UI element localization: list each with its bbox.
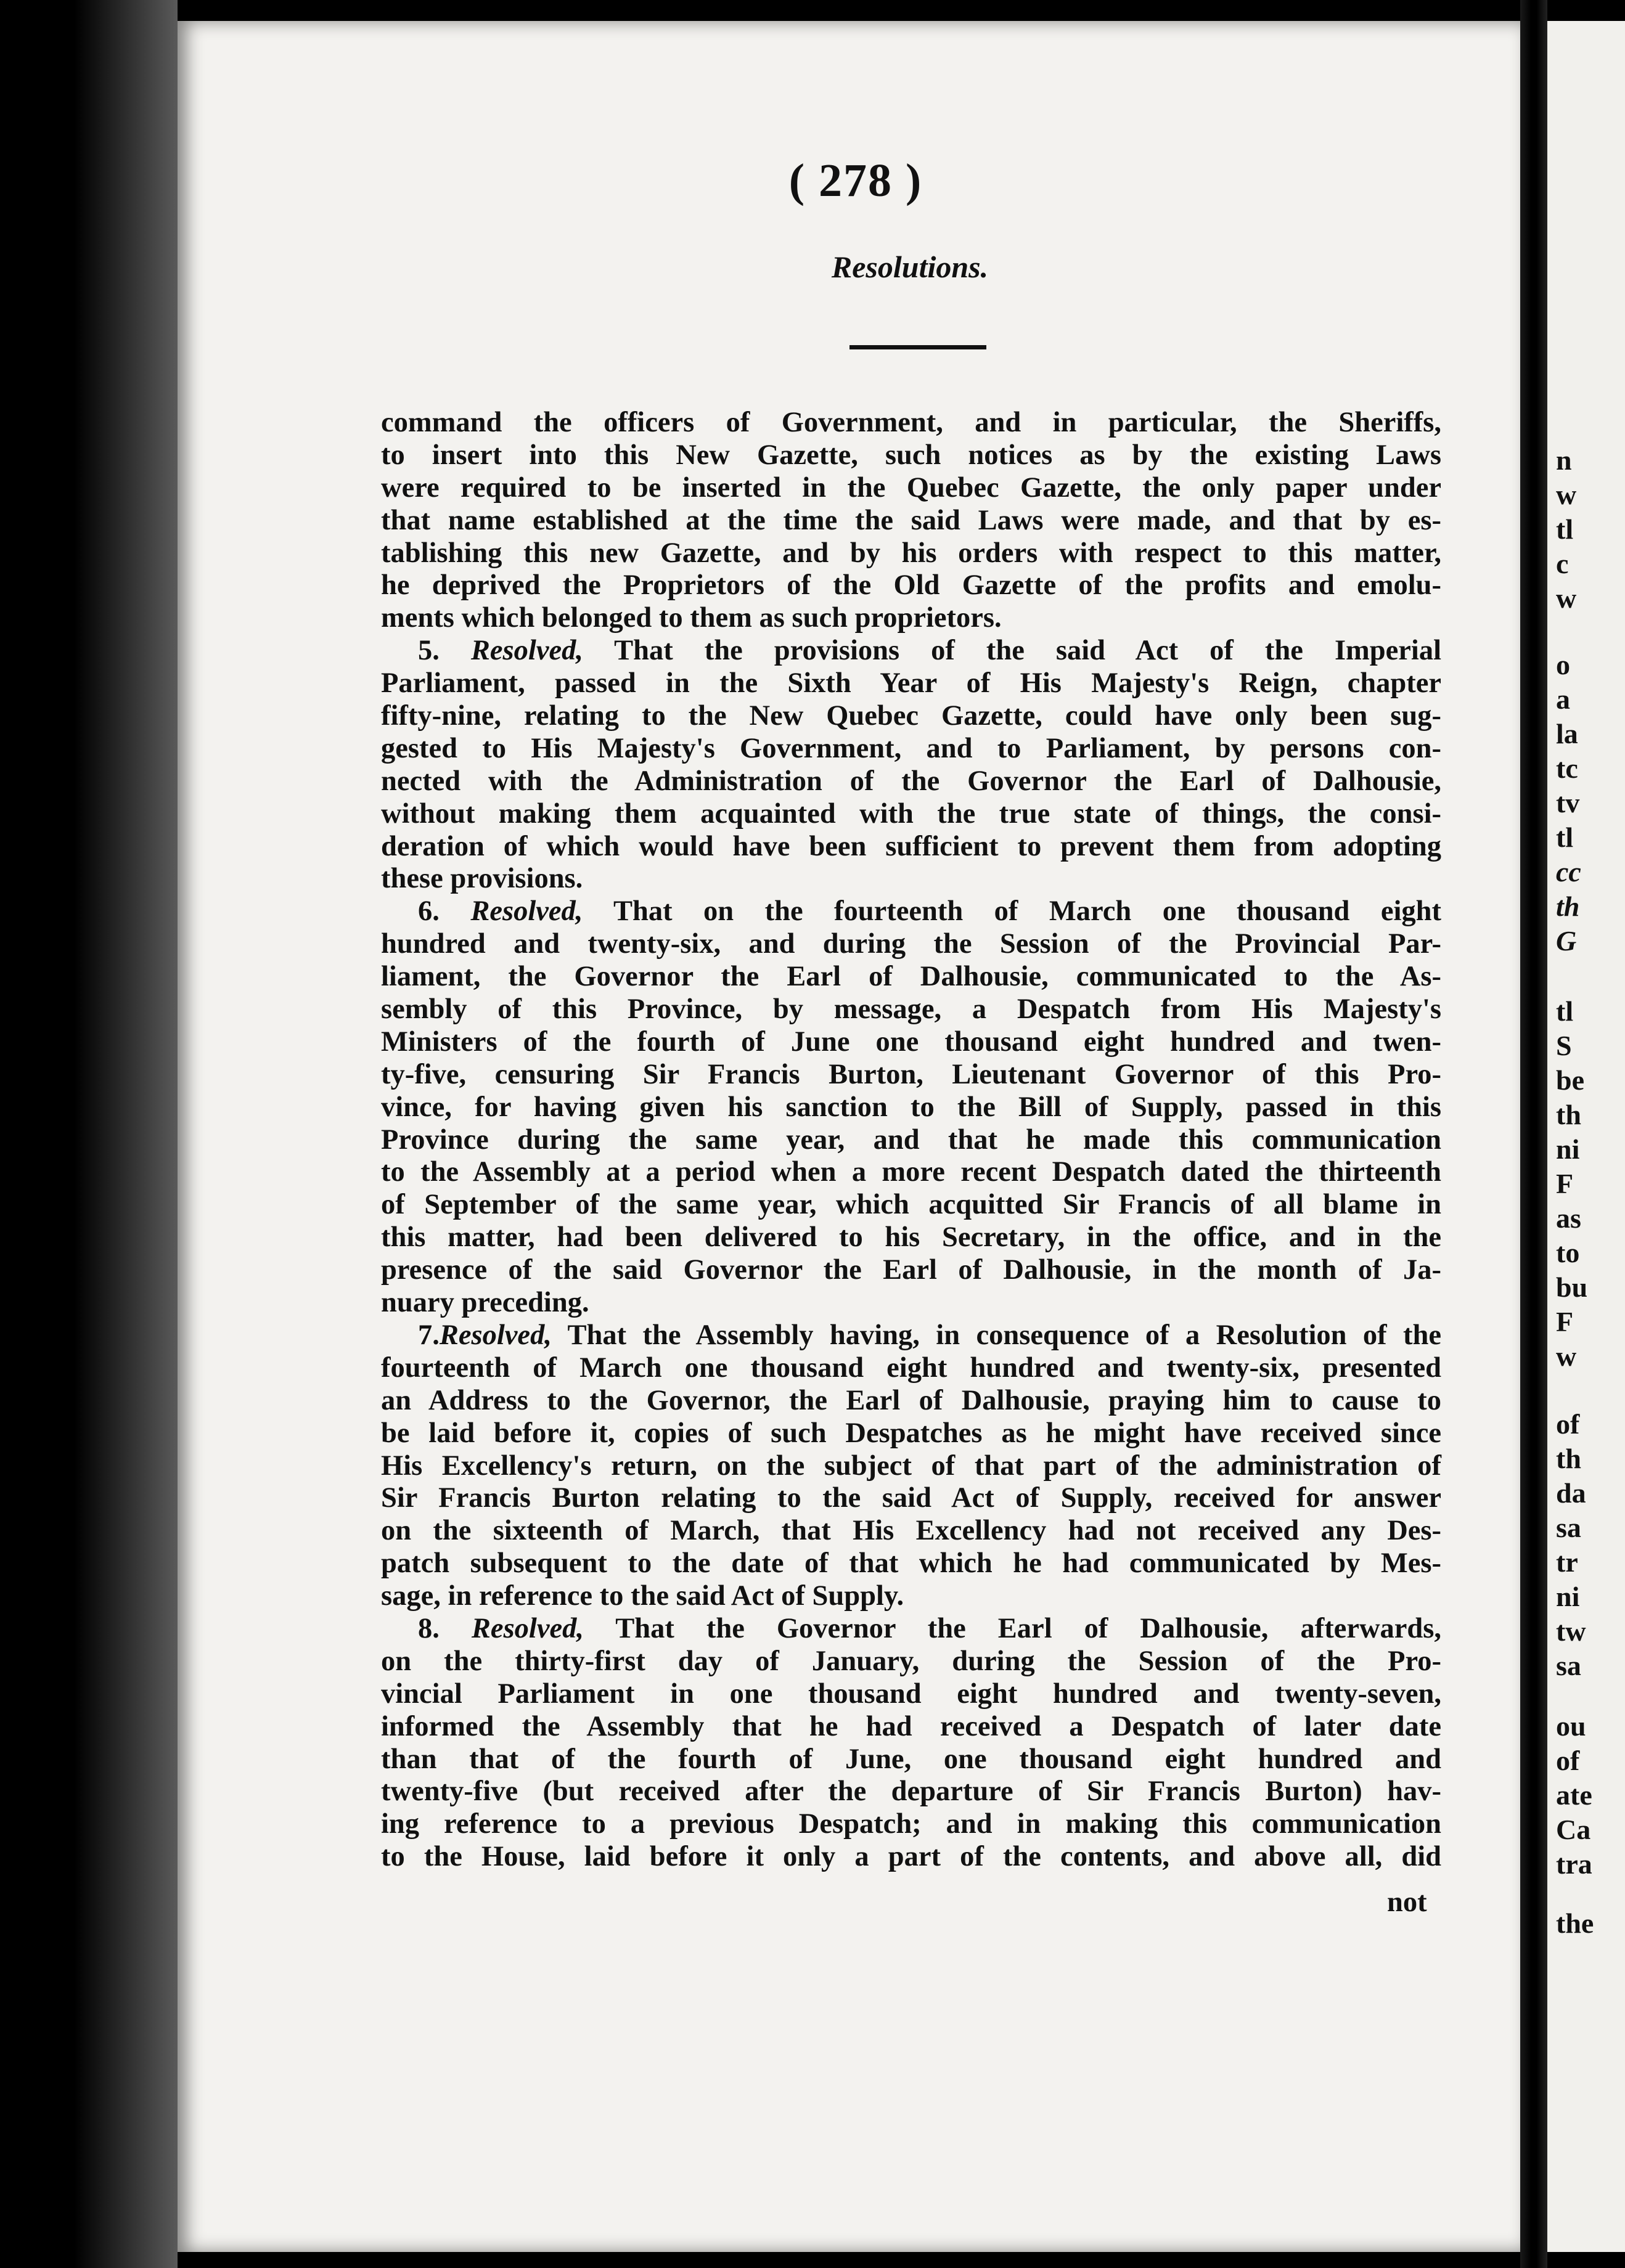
facing-fragment: tl <box>1556 513 1574 545</box>
resolution-text: That the provisions of the said Act of the Imperial <box>614 635 1441 667</box>
book-gutter <box>1520 0 1547 2268</box>
text-line: liament, the Governor the Earl of Dalhousie, communicated to the As- <box>381 961 1441 993</box>
text-line: presence of the said Governor the Earl of Dalhousie, in the month of Ja- <box>381 1254 1441 1286</box>
facing-fragment: cc <box>1556 856 1581 887</box>
text-line: ing reference to a previous Despatch; and in making this communication <box>381 1808 1441 1840</box>
resolution-6-heading <box>381 895 1441 928</box>
facing-page-fragment <box>1547 21 1625 2252</box>
facing-fragment: w <box>1556 1340 1577 1372</box>
resolution-number: 7. <box>418 1319 440 1351</box>
facing-fragment: tl <box>1556 995 1574 1027</box>
facing-fragment: c <box>1556 548 1569 579</box>
text-line: were required to be inserted in the Quebec Gazette, the only paper under <box>381 471 1441 504</box>
text-line: this matter, had been delivered to his Secretary, in the office, and in the <box>381 1222 1441 1254</box>
text-line: without making them acquainted with the true state of things, the consi- <box>381 797 1441 830</box>
resolved-word: Resolved, <box>470 635 583 667</box>
facing-fragment: th <box>1556 1443 1581 1474</box>
facing-fragment: the <box>1556 1907 1594 1939</box>
text-line: hundred and twenty-six, and during the Session of the Provincial Par- <box>381 928 1441 960</box>
text-line: command the officers of Government, and in particular, the Sheriffs, <box>381 407 1441 438</box>
facing-fragment: be <box>1556 1064 1584 1096</box>
facing-fragment: th <box>1556 1099 1581 1130</box>
facing-fragment: tr <box>1556 1546 1578 1578</box>
resolved-word: Resolved, <box>439 1319 552 1351</box>
text-line: vince, for having given his sanction to the Bill of Supply, passed in this <box>381 1091 1441 1123</box>
facing-fragment: ate <box>1556 1779 1592 1811</box>
text-line: nuary preceding. <box>381 1287 589 1319</box>
scan-left-edge <box>0 0 178 2268</box>
resolution-number: 6. <box>418 895 440 928</box>
text-line: fourteenth of March one thousand eight hundred and twenty-six, presented <box>381 1352 1441 1384</box>
text-line: of September of the same year, which acquitted Sir Francis of all blame in <box>381 1189 1441 1221</box>
facing-fragment: w <box>1556 479 1577 510</box>
resolution-7-heading <box>381 1320 1441 1352</box>
text-line: fifty-nine, relating to the New Quebec Gazette, could have only been sug- <box>381 700 1441 732</box>
resolved-word: Resolved, <box>470 895 583 928</box>
text-line: Province during the same year, and that he made this communication <box>381 1124 1441 1156</box>
text-line: patch subsequent to the date of that which he had communicated by Mes- <box>381 1548 1441 1580</box>
facing-fragment: S <box>1556 1030 1572 1061</box>
text-line: Sir Francis Burton relating to the said Act of Supply, received for answer <box>381 1482 1441 1514</box>
facing-fragment: of <box>1556 1745 1580 1776</box>
text-line: to insert into this New Gazette, such notices as by the existing Laws <box>381 439 1441 471</box>
facing-fragment: as <box>1556 1202 1581 1234</box>
facing-fragment: tw <box>1556 1615 1586 1647</box>
facing-fragment: la <box>1556 718 1578 749</box>
facing-fragment: sa <box>1556 1650 1581 1681</box>
text-line: Ministers of the fourth of June one thousand eight hundred and twen- <box>381 1026 1441 1058</box>
facing-fragment: a <box>1556 683 1570 715</box>
text-line: than that of the fourth of June, one thousand eight hundred and <box>381 1743 1441 1775</box>
facing-fragment: th <box>1556 891 1580 922</box>
text-line: Parliament, passed in the Sixth Year of His Majesty's Reign, chapter <box>381 667 1441 700</box>
text-line: these provisions. <box>381 863 583 895</box>
facing-fragment: of <box>1556 1408 1580 1440</box>
text-line: sage, in reference to the said Act of Supply. <box>381 1580 904 1612</box>
text-line: that name established at the time the said Laws were made, and that by es- <box>381 504 1441 536</box>
facing-fragment: ni <box>1556 1133 1580 1165</box>
resolved-word: Resolved, <box>471 1612 584 1644</box>
facing-fragment: o <box>1556 649 1570 680</box>
resolution-number: 8. <box>418 1612 440 1644</box>
text-line: on the thirty-first day of January, during the Session of the Pro- <box>381 1645 1441 1677</box>
facing-fragment: Ca <box>1556 1814 1591 1845</box>
text-line: to the House, laid before it only a part of the contents, and above all, did <box>381 1841 1441 1873</box>
facing-fragment: sa <box>1556 1512 1581 1543</box>
resolution-text: That on the fourteenth of March one thousand eight <box>613 895 1442 928</box>
running-head: Resolutions. <box>831 250 989 284</box>
facing-fragment: bu <box>1556 1271 1588 1303</box>
text-line: tablishing this new Gazette, and by his orders with respect to this matter, <box>381 537 1441 569</box>
resolution-text: That the Assembly having, in consequence of a Resolution of the <box>567 1319 1441 1351</box>
resolution-5-heading <box>381 635 1441 667</box>
facing-fragment: tc <box>1556 753 1578 784</box>
resolution-text: That the Governor the Earl of Dalhousie, afterwards, <box>615 1612 1442 1644</box>
text-line: gested to His Majesty's Government, and to Parliament, by persons con- <box>381 732 1441 764</box>
facing-fragment: ou <box>1556 1710 1586 1742</box>
text-line: to the Assembly at a period when a more recent Despatch dated the thirteenth <box>381 1156 1441 1188</box>
catchword: not <box>1387 1887 1427 1918</box>
text-line: an Address to the Governor, the Earl of Dalhousie, praying him to cause to <box>381 1384 1441 1416</box>
text-line: sembly of this Province, by message, a Despatch from His Majesty's <box>381 993 1441 1026</box>
facing-fragment: tv <box>1556 787 1580 818</box>
text-line: His Excellency's return, on the subject of that part of the administration of <box>381 1450 1441 1482</box>
text-line: informed the Assembly that he had received a Despatch of later date <box>381 1710 1441 1742</box>
facing-fragment: w <box>1556 582 1577 614</box>
header-rule <box>849 345 986 349</box>
text-line: deration of which would have been sufficient to prevent them from adopting <box>381 830 1441 862</box>
resolution-number: 5. <box>418 635 440 667</box>
facing-fragment: ni <box>1556 1581 1580 1612</box>
facing-fragment: tra <box>1556 1848 1592 1880</box>
text-line: nected with the Administration of the Governor the Earl of Dalhousie, <box>381 765 1441 797</box>
text-line: be laid before it, copies of such Despatches as he might have received since <box>381 1417 1441 1449</box>
text-line: he deprived the Proprietors of the Old Gazette of the profits and emolu- <box>381 569 1441 602</box>
facing-fragment: to <box>1556 1237 1580 1268</box>
page-number: ( 278 ) <box>788 155 923 206</box>
facing-fragment: G <box>1556 925 1577 957</box>
facing-fragment: tl <box>1556 822 1574 853</box>
text-line: ments which belonged to them as such proprietors. <box>381 602 1002 634</box>
facing-fragment: F <box>1556 1168 1574 1199</box>
facing-fragment: n <box>1556 444 1572 476</box>
text-line: twenty-five (but received after the departure of Sir Francis Burton) hav- <box>381 1776 1441 1808</box>
facing-fragment: F <box>1556 1306 1574 1337</box>
facing-fragment: da <box>1556 1477 1586 1509</box>
resolution-8-heading <box>381 1613 1441 1646</box>
page-body-text <box>381 407 1441 1874</box>
text-line: ty-five, censuring Sir Francis Burton, Lieutenant Governor of this Pro- <box>381 1058 1441 1090</box>
text-line: on the sixteenth of March, that His Excellency had not received any Des- <box>381 1515 1441 1547</box>
text-line: vincial Parliament in one thousand eight hundred and twenty-seven, <box>381 1678 1441 1710</box>
